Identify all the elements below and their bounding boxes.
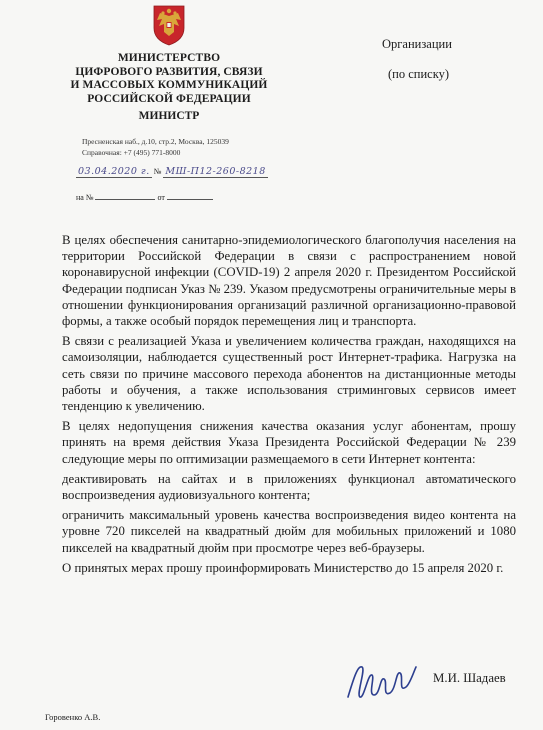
- executor-name: Горовенко А.В.: [45, 712, 101, 722]
- registration-number-label: №: [153, 167, 162, 176]
- ministry-address: [82, 136, 229, 158]
- registration-line: [76, 166, 268, 178]
- body-paragraph: деактивировать на сайтах и в приложениях функционал автоматического воспроизведения аудиовизуального контента;: [62, 471, 516, 503]
- coat-of-arms-emblem: [148, 2, 190, 46]
- reference-number-blank: [95, 191, 155, 200]
- ministry-line: И МАССОВЫХ КОММУНИКАЦИЙ: [70, 79, 268, 91]
- reference-from-label: от: [157, 193, 165, 202]
- ministry-line: МИНИСТЕРСТВО: [117, 52, 221, 64]
- address-phone: Справочная: +7 (495) 771-8000: [82, 148, 181, 157]
- address-street: Пресненская наб., д.10, стр.2, Москва, 125039: [82, 137, 229, 146]
- body-paragraph: О принятых мерах прошу проинформировать Министерство до 15 апреля 2020 г.: [62, 560, 504, 575]
- body-paragraph: В целях недопущения снижения качества оказания услуг абонентам, прошу принять на время действия Указа Президента Российской Федерации № 239 следующие меры по оптимизации размещаемого в сети Интернет контента:: [62, 419, 516, 466]
- addressee-organizations: Организации: [382, 37, 452, 51]
- reference-number-label: на №: [76, 193, 94, 202]
- registration-number: МШ-П12-260-8218: [165, 166, 266, 177]
- reference-date-blank: [167, 191, 213, 200]
- addressee-block: [382, 34, 452, 84]
- handwritten-signature: [344, 657, 420, 705]
- ministry-line: РОССИЙСКОЙ ФЕДЕРАЦИИ: [87, 92, 251, 105]
- minister-title: МИНИСТР: [138, 110, 200, 122]
- registration-date: 03.04.2020 г.: [78, 166, 150, 177]
- letter-body: [62, 232, 516, 580]
- ministry-line: ЦИФРОВОГО РАЗВИТИЯ, СВЯЗИ: [75, 65, 263, 78]
- addressee-per-list: (по списку): [388, 67, 450, 81]
- ministry-name-block: [60, 52, 278, 106]
- body-paragraph: В связи с реализацией Указа и увеличением количества граждан, находящихся на самоизоляции, наблюдается существенный рост Интернет-трафика. Нагрузка на сеть связи по причине массового перехода абонентов на дистанционные методы работы и обучения, а также использования стриминговых сервисов имеет тенденцию к увеличению.: [62, 334, 516, 414]
- body-paragraph: В целях обеспечения санитарно-эпидемиологического благополучия населения на территории Российской Федерации в связи с распространением новой коронавирусной инфекции (COVID-19) 2 апреля 2020 г. Президентом Российской Федерации подписан Указ № 239. Указом предусмотрены ограничительные меры в отношении функционирования организаций различной организационно-правовой формы, а также особый порядок перемещения лиц и транспорта.: [62, 233, 516, 329]
- reference-line: [76, 191, 213, 202]
- body-paragraph: ограничить максимальный уровень качества воспроизведения видео контента на уровне 720 пикселей на квадратный дюйм для мобильных приложений и 1080 пикселей на квадратный дюйм при просмотре через веб-браузеры.: [62, 508, 516, 555]
- signer-name: М.И. Шадаев: [433, 671, 506, 685]
